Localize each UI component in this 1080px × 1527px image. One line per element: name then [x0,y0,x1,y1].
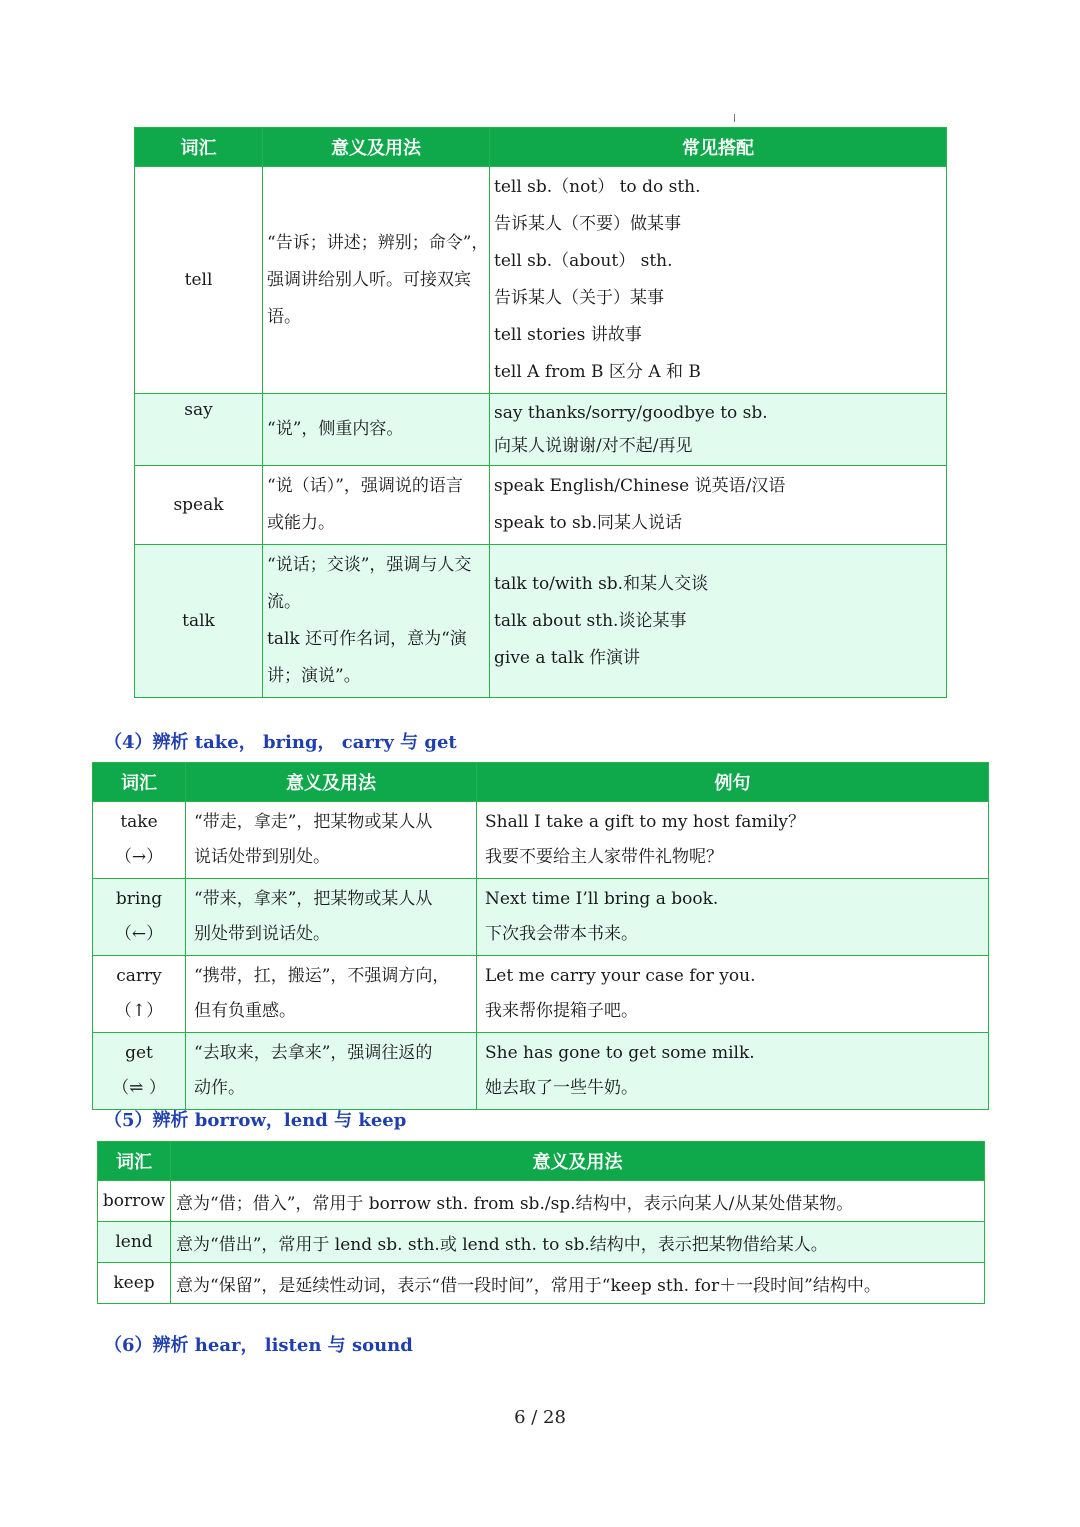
example-line: 我来帮你提箱子吧。 [485,1001,638,1021]
table-header-row [93,763,989,802]
table-header-row [135,128,947,167]
meaning-line: “说（话）”，强调说的语言 [267,476,463,496]
table-row [135,394,947,466]
collocation-line: speak to sb.同某人说话 [494,513,682,533]
example-line: Let me carry your case for you. [485,966,756,986]
collocation-cell [490,545,947,698]
collocation-cell [490,167,947,394]
direction-arrow: （←） [114,924,164,944]
direction-arrow: （↑） [114,1001,164,1021]
table-row [93,879,989,956]
collocation-line: give a talk 作演讲 [494,647,641,668]
header-meaning: 意义及用法 [263,128,490,167]
collocation-line: 告诉某人（不要）做某事 [494,214,681,234]
section-heading-4: （4）辨析 take， bring， carry 与 get [104,732,457,753]
header-meaning: 意义及用法 [171,1142,985,1181]
meaning-cell [171,1222,985,1263]
word-cell [93,802,186,879]
meaning-line: 语。 [267,306,301,327]
table-row [98,1222,985,1263]
meaning-cell [186,1033,477,1110]
header-collocations: 常见搭配 [490,128,947,167]
word-label: get [125,1043,153,1063]
meaning-line: 意为“保留”，是延续性动词，表示“借一段时间”，常用于“keep sth. for＋一段时间”结构中。 [176,1275,881,1296]
word-cell [93,956,186,1033]
direction-arrow: （⇌ ） [112,1078,166,1098]
meaning-cell [263,466,490,545]
meaning-cell [171,1181,985,1222]
word-cell: lend [98,1222,171,1263]
meaning-line: 动作。 [194,1078,245,1098]
example-cell [477,1033,989,1110]
meaning-line: 意为“借出”，常用于 lend sb. sth.或 lend sth. to sb.结构中，表示把某物借给某人。 [176,1234,828,1255]
meaning-cell [186,956,477,1033]
collocation-line: 向某人说谢谢/对不起/再见 [494,435,693,456]
page-number: 6 / 28 [514,1407,566,1428]
word-label: carry [116,966,162,986]
collocation-line: tell stories 讲故事 [494,325,642,345]
meaning-line: 流。 [267,592,301,612]
word-cell: talk [135,545,263,698]
meaning-line: “带走，拿走”，把某物或某人从 [194,812,433,832]
meaning-line: 强调讲给别人听。可接双宾 [267,269,471,290]
table-tell-say-speak-talk [134,127,947,698]
table-row [98,1263,985,1304]
table-row [135,545,947,698]
table-header-row [98,1142,985,1181]
meaning-line: 讲；演说”。 [267,666,361,686]
example-cell [477,956,989,1033]
section-heading-5: （5）辨析 borrow，lend 与 keep [104,1110,407,1131]
meaning-line: 或能力。 [267,513,335,533]
meaning-line: “去取来，去拿来”，强调往返的 [194,1043,433,1063]
meaning-cell [171,1263,985,1304]
word-cell [93,879,186,956]
collocation-line: talk to/with sb.和某人交谈 [494,573,709,594]
example-line: Next time I’ll bring a book. [485,889,719,909]
collocation-line: speak English/Chinese 说英语/汉语 [494,476,786,496]
stray-mark [734,114,735,122]
meaning-line: “说话；交谈”，强调与人交 [267,555,472,575]
word-cell: speak [135,466,263,545]
example-line: 她去取了一些牛奶。 [485,1078,638,1098]
collocation-line: talk about sth.谈论某事 [494,610,687,631]
meaning-line: “说”，侧重内容。 [267,419,404,439]
table-row [98,1181,985,1222]
word-cell: tell [135,167,263,394]
collocation-cell [490,394,947,466]
meaning-line: talk 还可作名词，意为“演 [267,629,467,649]
table-row [93,956,989,1033]
collocation-line: say thanks/sorry/goodbye to sb. [494,402,768,423]
word-cell [93,1033,186,1110]
word-cell: say [135,394,263,466]
table-row [93,802,989,879]
table-row [93,1033,989,1110]
meaning-cell [263,394,490,466]
header-meaning: 意义及用法 [186,763,477,802]
meaning-line: “携带，扛，搬运”，不强调方向， [194,966,450,986]
meaning-cell [186,879,477,956]
header-example: 例句 [477,763,989,802]
table-row [135,466,947,545]
table-take-bring-carry-get [92,762,989,1110]
header-word: 词汇 [135,128,263,167]
table-borrow-lend-keep [97,1141,985,1304]
meaning-line: 意为“借；借入”，常用于 borrow sth. from sb./sp.结构中，表示向某人/从某处借某物。 [176,1193,854,1214]
example-line: 下次我会带本书来。 [485,924,638,944]
word-label: bring [115,889,163,909]
example-cell [477,879,989,956]
meaning-line: 别处带到说话处。 [194,924,330,944]
word-cell: borrow [98,1181,171,1222]
direction-arrow: （→） [114,847,164,867]
meaning-cell [186,802,477,879]
meaning-line: “带来，拿来”，把某物或某人从 [194,889,433,909]
header-word: 词汇 [98,1142,171,1181]
word-cell: keep [98,1263,171,1304]
table-row [135,167,947,394]
collocation-line: tell A from B 区分 A 和 B [494,362,701,382]
collocation-line: tell sb.（about） sth. [494,251,673,271]
meaning-line: 说话处带到别处。 [194,847,330,867]
header-word: 词汇 [93,763,186,802]
meaning-line: “告诉；讲述；辨别；命令”， [267,232,489,253]
meaning-line: 但有负重感。 [194,1001,296,1021]
collocation-line: tell sb.（not） to do sth. [494,177,701,197]
example-cell [477,802,989,879]
meaning-cell [263,167,490,394]
section-heading-6: （6）辨析 hear， listen 与 sound [104,1335,413,1356]
meaning-cell [263,545,490,698]
example-line: Shall I take a gift to my host family？ [485,812,806,832]
collocation-cell [490,466,947,545]
example-line: She has gone to get some milk. [485,1043,755,1063]
example-line: 我要不要给主人家带件礼物呢？ [485,847,723,867]
word-label: take [120,812,158,832]
collocation-line: 告诉某人（关于）某事 [494,288,664,308]
